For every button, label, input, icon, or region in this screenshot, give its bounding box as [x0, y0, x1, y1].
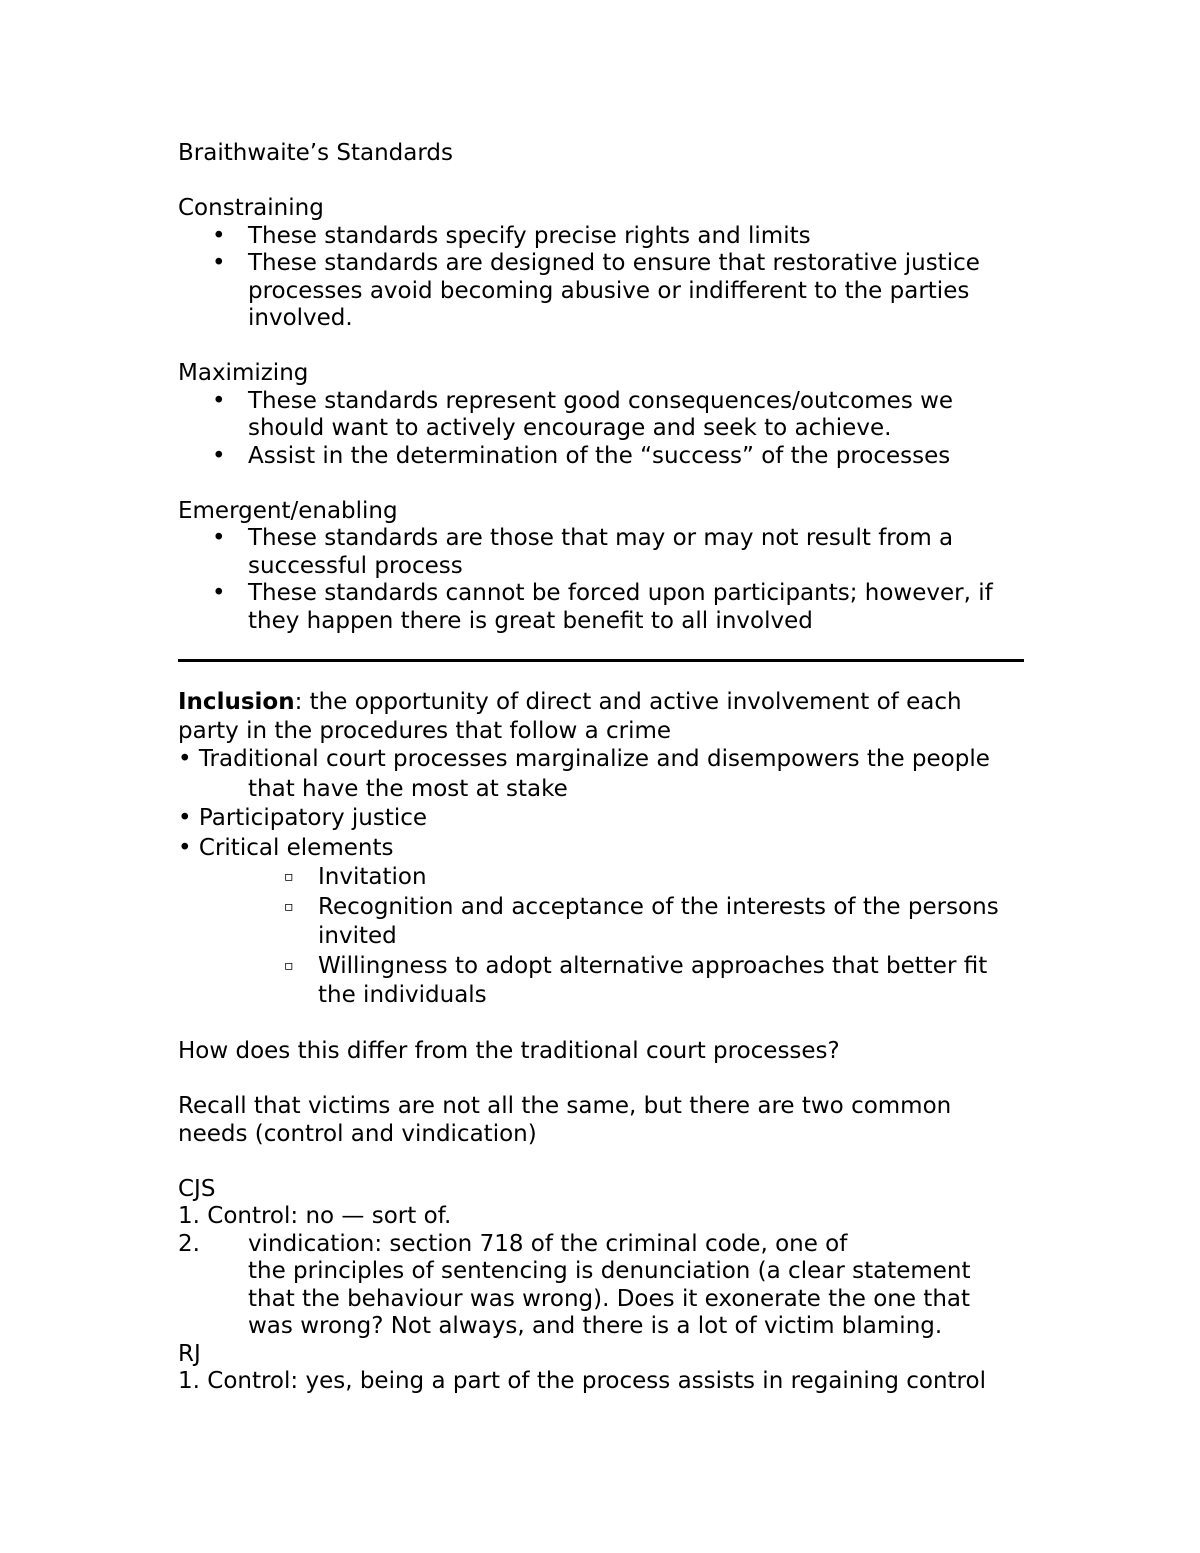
- list-item: • These standards cannot be forced upon participants; however, if they happen there is great benefit to all involved: [212, 580, 993, 634]
- bullet-icon: •: [212, 222, 226, 249]
- bullet-icon: •: [178, 746, 192, 772]
- bullet-icon: •: [212, 525, 226, 551]
- document-title: Braithwaite’s Standards: [178, 140, 454, 166]
- sub-list-item: ▫ Recognition and acceptance of the interests of the persons invited: [284, 893, 999, 949]
- sub-list-item: ▫ Invitation: [178, 863, 1028, 893]
- inclusion-term: Inclusion: [178, 689, 295, 715]
- bullet-icon: •: [212, 580, 226, 606]
- inclusion-definition: Inclusion: the opportunity of direct and active involvement of each: [178, 689, 962, 715]
- cjs-item-1: 1. Control: no — sort of.: [178, 1203, 452, 1229]
- rj-label: RJ: [178, 1340, 201, 1367]
- section-heading-emergent: Emergent/enabling: [178, 497, 398, 524]
- square-bullet-icon: ▫: [284, 957, 294, 974]
- document-page: [178, 140, 1028, 1396]
- horizontal-divider: [178, 659, 1024, 662]
- bullet-icon: •: [178, 805, 192, 831]
- list-item: • Participatory justice: [178, 805, 428, 831]
- recall-text-cont: needs (control and vindication): [178, 1120, 537, 1147]
- list-item: • Traditional court processes marginalize and disempowers the people: [178, 746, 990, 772]
- bullet-icon: •: [178, 834, 192, 861]
- list-item: • Critical elements: [178, 834, 394, 861]
- recall-text: Recall that victims are not all the same, but there are two common: [178, 1093, 952, 1119]
- square-bullet-icon: ▫: [284, 869, 294, 885]
- cjs-label: CJS: [178, 1175, 216, 1202]
- section-heading-maximizing: Maximizing: [178, 360, 309, 386]
- list-item-cont: that have the most at stake: [248, 775, 568, 802]
- rj-item-1: 1. Control: yes, being a part of the process assists in regaining control: [178, 1368, 986, 1394]
- list-item: • Assist in the determination of the “success” of the processes: [212, 442, 951, 469]
- list-item: • These standards are those that may or may not result from a successful process: [212, 525, 954, 579]
- sub-list-item: ▫ Willingness to adopt alternative approaches that better fit the individuals: [284, 952, 988, 1008]
- list-item: • These standards specify precise rights and limits: [212, 222, 811, 249]
- bullet-icon: •: [212, 387, 226, 414]
- section-heading-constraining: Constraining: [178, 195, 324, 221]
- list-item: • These standards represent good consequences/outcomes we should want to actively encourage and seek to achieve.: [212, 387, 954, 441]
- question-text: How does this differ from the traditional court processes?: [178, 1038, 840, 1064]
- bullet-icon: •: [212, 442, 226, 469]
- list-item: • These standards are designed to ensure that restorative justice processes avoid becoming abusive or indifferent to the parties involved.: [212, 250, 980, 331]
- bullet-icon: •: [212, 250, 226, 276]
- cjs-item-2: 2. vindication: section 718 of the criminal code, one of the principles of sentencing is denunciation (a clear statement that the behaviour was wrong). Does it exonerate the one that was wrong? Not always, and there is a lot of victim blaming.: [178, 1230, 971, 1339]
- inclusion-definition-cont: party in the procedures that follow a crime: [178, 717, 672, 744]
- square-bullet-icon: ▫: [284, 898, 294, 915]
